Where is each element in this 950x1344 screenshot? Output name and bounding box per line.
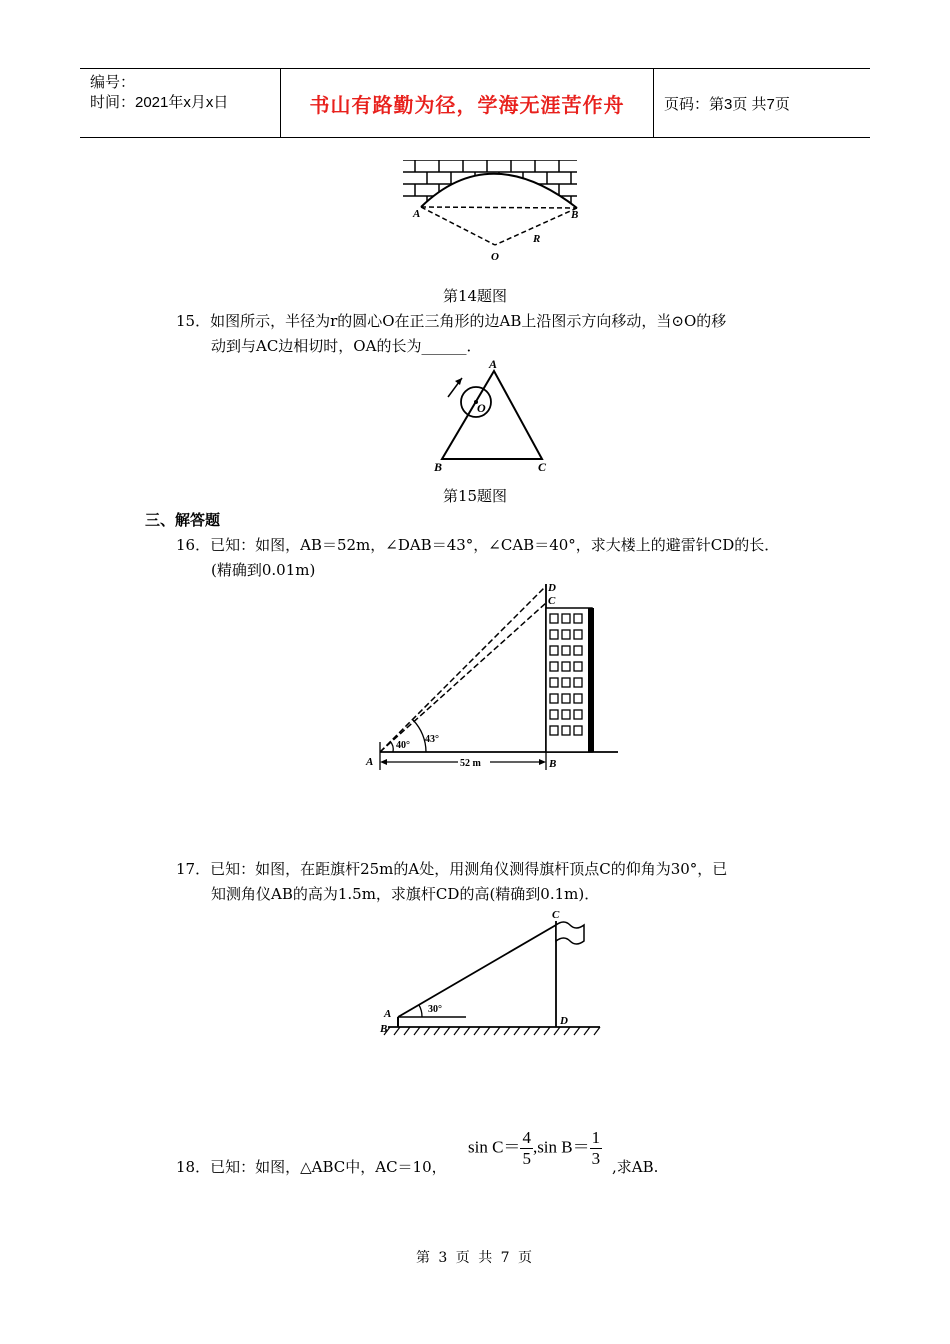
q17-line2: 知测角仪AB的高为1.5m，求旗杆CD的高(精确到0.1m)． [211,885,600,903]
fig17-label-a: A [384,1008,392,1020]
figure-17 [378,905,608,1040]
q16-line2: (精确到0.01m) [211,561,316,579]
figure-15 [420,355,560,477]
time-label: 时间：2021年x月x日 [90,94,229,111]
q18-prefix: 18．已知：如图，△ABC中，AC＝10， [176,1158,447,1176]
b-numerator: 1 [591,1128,601,1147]
fig16-distance: 52 m [460,758,481,769]
fig16-label-d: D [548,582,556,594]
figure-16 [360,580,630,775]
fig15-label-b: B [434,460,443,474]
fig14-label-r: R [533,233,541,245]
page-info: 页码：第3页 共7页 [664,95,790,113]
page-header [80,68,870,138]
c-numerator: 4 [522,1128,531,1147]
fig17-label-d: D [560,1015,568,1027]
fig17-label-b: B [380,1023,388,1035]
q16-line1: 16．已知：如图，AB＝52m，∠DAB＝43°，∠CAB＝40°，求大楼上的避雷针CD的长． [176,536,780,554]
q18-suffix: ,求AB. [612,1158,659,1176]
fig17-label-c: C [552,909,560,921]
fig15-label-c: C [538,460,547,474]
fig16-label-b: B [549,758,557,770]
fig16-label-c: C [548,595,556,607]
fig14-label-a: A [413,208,421,220]
header-motto: 书山有路勤为径，学海无涯苦作舟 [281,69,654,137]
sin-b-label: ,sin B＝ [532,1137,590,1157]
header-info [80,69,281,137]
fig17-angle: 30° [428,1004,442,1015]
b-denominator: 3 [591,1149,601,1168]
fig14-label-b: B [571,209,579,221]
q15-line2: 动到与AC边相切时，OA的长为______． [211,337,482,355]
fraction-c [520,1128,533,1169]
fig14-caption: 第14题图 [442,287,508,305]
code-label: 编号： [90,74,136,91]
fraction-b [590,1128,603,1169]
fig15-label-a: A [489,357,498,371]
q15-line1: 15．如图所示，半径为r的圆心O在正三角形的边AB上沿图示方向移动，当⊙O的移 [176,312,727,330]
fig15-caption: 第15题图 [442,487,508,505]
q17-line1: 17．已知：如图，在距旗杆25m的A处，用测角仪测得旗杆顶点C的仰角为30°，已 [176,860,728,878]
fig16-angle-40: 40° [396,740,410,751]
section-title: 三、解答题 [145,511,221,529]
q18-formula [468,1128,602,1169]
fig16-angle-43: 43° [425,734,439,745]
page-footer: 第 3 页 共 7 页 [415,1250,535,1266]
sin-c-label: sin C＝ [468,1137,521,1157]
fig15-label-o: O [477,401,486,415]
fig14-label-o: O [491,251,499,263]
figure-14 [395,155,595,265]
c-denominator: 5 [522,1149,531,1168]
fig16-label-a: A [366,756,374,768]
